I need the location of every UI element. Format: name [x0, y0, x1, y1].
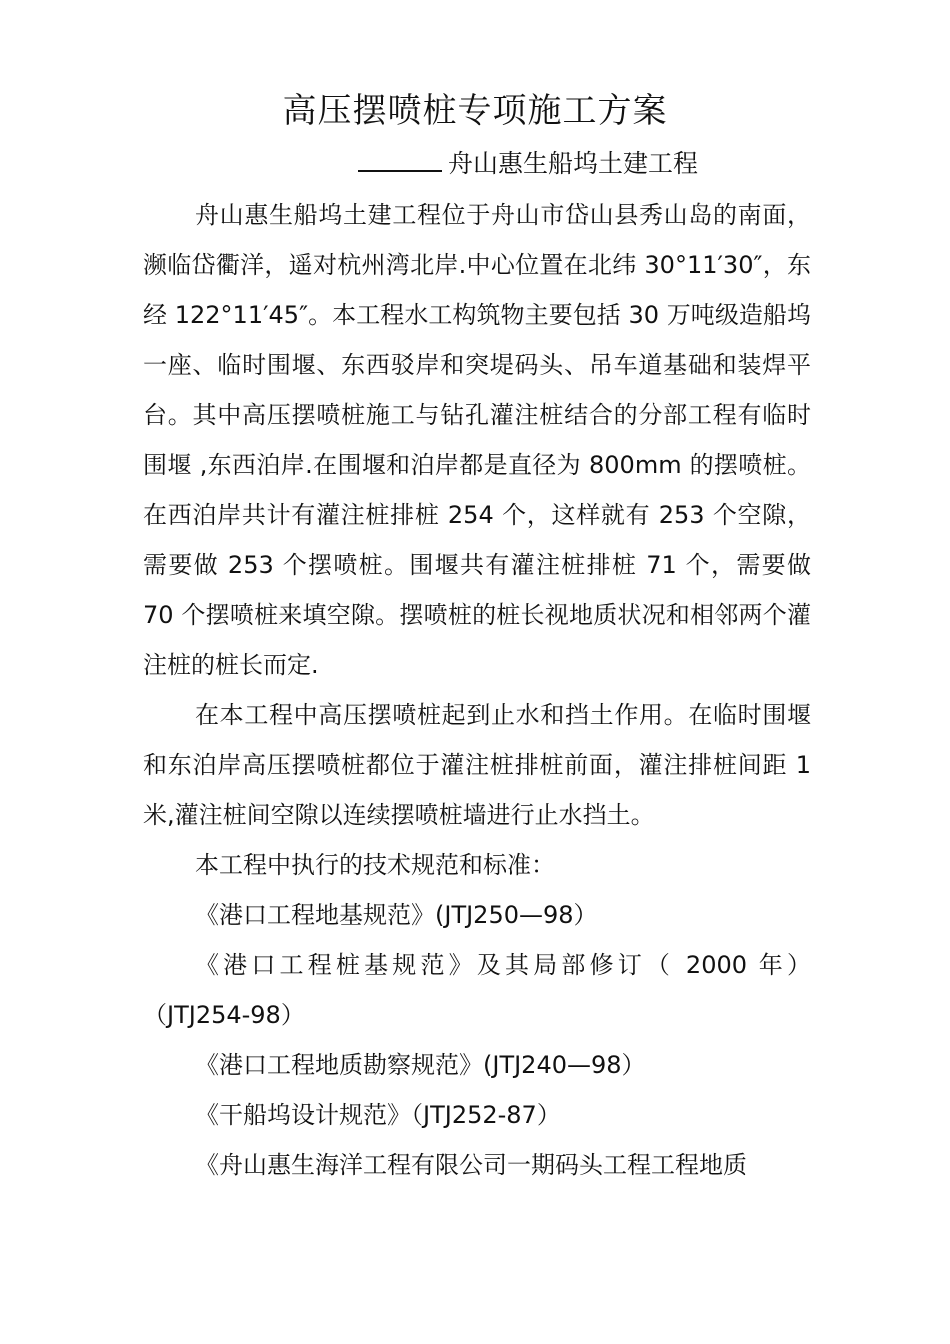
subtitle-text: 舟山惠生船坞土建工程	[448, 149, 699, 178]
reference-item: 《港口工程桩基规范》及其局部修订（ 2000 年）（JTJ254-98）	[143, 951, 811, 1029]
document-body	[143, 190, 811, 1190]
reference-item: 《干船坞设计规范》（JTJ252-87）	[195, 1101, 561, 1129]
reference-item: 《港口工程地基规范》(JTJ250—98）	[195, 901, 598, 929]
document-subtitle	[358, 146, 698, 182]
reference-item: 《港口工程地质勘察规范》(JTJ240—98）	[195, 1051, 646, 1079]
paragraph-project-overview: 舟山惠生船坞土建工程位于舟山市岱山县秀山岛的南面，濒临岱衢洋，遥对杭州湾北岸.中心位置在北纬 30°11′30″，东经 122°11′45″。本工程水工构筑物主要包括 30 万吨级造船坞一座、临时围堰、东西驳岸和突堤码头、吊车道基础和装焊平台。其中高压摆喷桩施工与钻孔灌注桩结合的分部工程有临时围堰 ,东西泊岸.在围堰和泊岸都是直径为 800mm 的摆喷桩。在西泊岸共计有灌注桩排桩 254 个，这样就有 253 个空隙，需要做 253 个摆喷桩。围堰共有灌注桩排桩 71 个，需要做 70 个摆喷桩来填空隙。摆喷桩的桩长视地质状况和相邻两个灌注桩的桩长而定.	[143, 201, 811, 679]
paragraph-function: 在本工程中高压摆喷桩起到止水和挡土作用。在临时围堰和东泊岸高压摆喷桩都位于灌注桩排桩前面，灌注排桩间距 1 米,灌注桩间空隙以连续摆喷桩墙进行止水挡土。	[143, 701, 811, 829]
reference-item: 《舟山惠生海洋工程有限公司一期码头工程工程地质	[195, 1151, 747, 1179]
document-title: 高压摆喷桩专项施工方案	[282, 91, 668, 131]
underline-rule	[358, 148, 442, 172]
paragraph-standards-intro: 本工程中执行的技术规范和标准：	[195, 851, 555, 879]
